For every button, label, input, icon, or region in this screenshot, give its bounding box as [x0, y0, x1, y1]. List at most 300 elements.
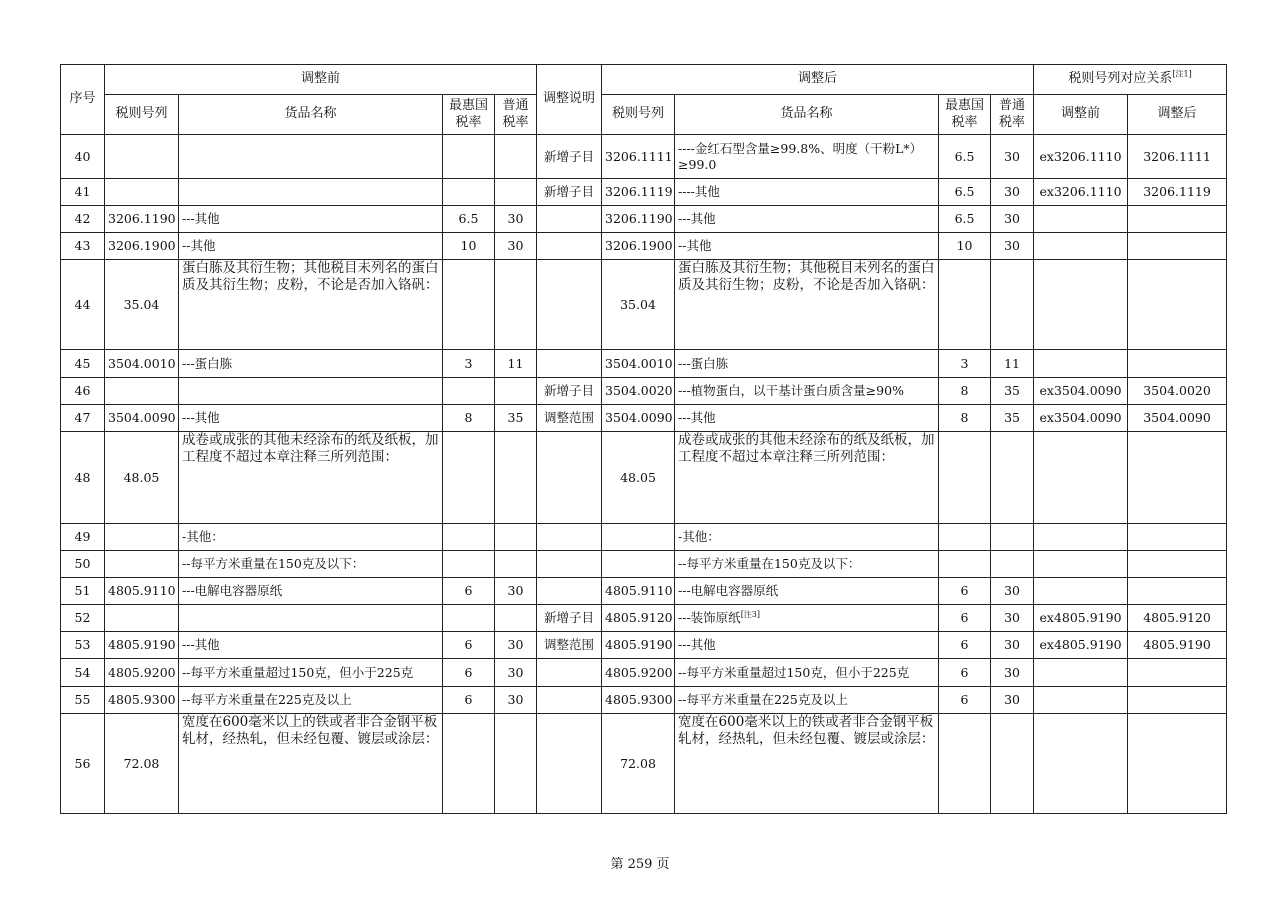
after-code-cell — [602, 233, 675, 260]
after-code-cell-text: 3504.0090 — [605, 410, 673, 426]
before-name-cell — [179, 233, 443, 260]
map-after-cell-text: 3206.1119 — [1143, 184, 1211, 200]
after-general-cell — [991, 632, 1034, 659]
after-code-cell-text: 4805.9190 — [605, 637, 673, 653]
after-code-cell-text: 4805.9300 — [605, 692, 673, 708]
before-name-cell-text: ---其他 — [182, 410, 220, 426]
map-before-cell-text: ex4805.9190 — [1039, 610, 1122, 626]
after-mfn-cell — [939, 405, 991, 432]
after-general-cell-text: 30 — [1004, 692, 1020, 708]
before-name-cell — [179, 405, 443, 432]
seq-cell-text: 40 — [74, 148, 91, 164]
before-mfn-cell — [443, 551, 495, 578]
before-mfn-cell — [443, 260, 495, 350]
header-seq: 序号 — [61, 65, 105, 135]
table-header — [61, 65, 1227, 135]
after-name-cell-text: 蛋白胨及其衍生物；其他税目未列名的蛋白质及其衍生物；皮粉，不论是否加入铬矾： — [678, 260, 935, 293]
header-after-general: 普通税率 — [991, 95, 1034, 135]
after-name-cell — [675, 405, 939, 432]
after-code-cell-text: 3206.1119 — [605, 184, 673, 200]
before-mfn-cell — [443, 659, 495, 687]
after-name-cell-text: ---植物蛋白，以干基计蛋白质含量≥90% — [678, 383, 904, 399]
map-after-cell-text: 3206.1111 — [1143, 148, 1211, 164]
before-name-cell-text: --每平方米重量在225克及以上 — [182, 692, 352, 708]
after-general-cell — [991, 578, 1034, 605]
after-name-cell-text: ---其他 — [678, 637, 716, 653]
before-code-cell — [105, 659, 179, 687]
explain-cell-text: 调整范围 — [544, 637, 595, 653]
map-after-cell — [1128, 378, 1227, 405]
after-code-cell — [602, 632, 675, 659]
explain-cell — [537, 432, 602, 524]
after-mfn-cell — [939, 432, 991, 524]
after-mfn-cell — [939, 135, 991, 179]
before-general-cell-text: 30 — [507, 238, 524, 254]
after-general-cell-text: 30 — [1004, 238, 1020, 254]
seq-cell-text: 41 — [74, 184, 91, 200]
before-code-cell — [105, 605, 179, 632]
after-name-cell — [675, 714, 939, 814]
before-code-cell — [105, 350, 179, 378]
after-mfn-cell-text: 8 — [960, 383, 969, 399]
header-after-goods: 货品名称 — [675, 95, 939, 135]
before-general-cell — [495, 578, 537, 605]
explain-cell — [537, 632, 602, 659]
after-general-cell-text: 35 — [1004, 383, 1020, 399]
after-general-cell-text: 30 — [1004, 184, 1020, 200]
header-map-before: 调整前 — [1034, 95, 1128, 135]
explain-cell — [537, 206, 602, 233]
seq-cell — [61, 135, 105, 179]
after-general-cell-text: 11 — [1004, 355, 1020, 371]
after-code-cell-text: 4805.9200 — [605, 664, 673, 680]
seq-cell-text: 46 — [74, 383, 91, 399]
before-name-cell-text: 蛋白胨及其衍生物；其他税目未列名的蛋白质及其衍生物；皮粉，不论是否加入铬矾： — [182, 260, 439, 293]
before-name-cell-text: 宽度在600毫米以上的铁或者非合金钢平板轧材，经热轧，但未经包覆、镀层或涂层： — [182, 714, 439, 747]
before-general-cell-text: 30 — [507, 583, 524, 599]
after-general-cell — [991, 605, 1034, 632]
after-name-cell — [675, 659, 939, 687]
before-mfn-cell — [443, 432, 495, 524]
after-code-cell — [602, 714, 675, 814]
table-row — [61, 378, 1227, 405]
header-after-group: 调整后 — [602, 65, 1034, 95]
before-code-cell-text: 35.04 — [123, 296, 160, 312]
before-general-cell-text: 30 — [507, 211, 524, 227]
map-after-cell — [1128, 405, 1227, 432]
before-name-cell — [179, 432, 443, 524]
after-code-cell-text: 72.08 — [620, 755, 656, 771]
seq-cell — [61, 378, 105, 405]
before-name-cell-text: ---电解电容器原纸 — [182, 583, 283, 599]
map-after-cell-text: 3504.0090 — [1143, 410, 1211, 426]
before-name-cell-text: --每平方米重量在150克及以下： — [182, 556, 365, 572]
after-name-cell — [675, 350, 939, 378]
after-mfn-cell — [939, 260, 991, 350]
explain-cell — [537, 659, 602, 687]
after-general-cell-text: 30 — [1004, 664, 1020, 680]
after-name-cell — [675, 260, 939, 350]
before-general-cell-text: 30 — [507, 692, 524, 708]
map-after-cell — [1128, 659, 1227, 687]
before-general-cell — [495, 260, 537, 350]
after-code-cell — [602, 260, 675, 350]
map-after-cell-text: 3504.0020 — [1143, 383, 1211, 399]
explain-cell — [537, 179, 602, 206]
after-general-cell — [991, 233, 1034, 260]
before-name-cell-text: --每平方米重量超过150克，但小于225克 — [182, 664, 414, 680]
map-before-cell — [1034, 378, 1128, 405]
seq-cell-text: 49 — [74, 529, 91, 545]
after-code-cell — [602, 687, 675, 714]
before-mfn-cell — [443, 605, 495, 632]
map-before-cell — [1034, 551, 1128, 578]
before-code-cell — [105, 405, 179, 432]
after-code-cell — [602, 578, 675, 605]
after-general-cell-text: 30 — [1004, 583, 1020, 599]
after-mfn-cell — [939, 551, 991, 578]
seq-cell — [61, 432, 105, 524]
after-code-cell — [602, 206, 675, 233]
before-name-cell — [179, 378, 443, 405]
before-name-cell — [179, 524, 443, 551]
explain-cell — [537, 135, 602, 179]
map-after-cell — [1128, 260, 1227, 350]
map-after-cell — [1128, 179, 1227, 206]
before-general-cell-text: 30 — [507, 637, 524, 653]
after-general-cell-text: 30 — [1004, 211, 1020, 227]
after-mfn-cell — [939, 714, 991, 814]
before-name-cell — [179, 206, 443, 233]
before-code-cell-text: 4805.9200 — [108, 664, 176, 680]
after-name-cell-text: ---电解电容器原纸 — [678, 583, 779, 599]
seq-cell — [61, 233, 105, 260]
seq-cell — [61, 260, 105, 350]
before-code-cell — [105, 432, 179, 524]
before-code-cell — [105, 551, 179, 578]
after-mfn-cell — [939, 179, 991, 206]
after-code-cell-text: 35.04 — [620, 296, 656, 312]
after-mfn-cell-text: 3 — [960, 355, 969, 371]
map-before-cell — [1034, 260, 1128, 350]
before-mfn-cell — [443, 378, 495, 405]
after-mfn-cell — [939, 605, 991, 632]
before-general-cell — [495, 405, 537, 432]
header-explain: 调整说明 — [537, 65, 602, 135]
after-general-cell — [991, 551, 1034, 578]
after-name-cell — [675, 233, 939, 260]
before-general-cell — [495, 432, 537, 524]
header-after-code: 税则号列 — [602, 95, 675, 135]
explain-cell — [537, 714, 602, 814]
table-row — [61, 179, 1227, 206]
after-mfn-cell-text: 6.5 — [954, 184, 975, 200]
before-mfn-cell — [443, 405, 495, 432]
after-name-cell — [675, 206, 939, 233]
after-mfn-cell-text: 6.5 — [954, 148, 975, 164]
seq-cell — [61, 687, 105, 714]
explain-cell-text: 调整范围 — [544, 410, 595, 426]
after-general-cell — [991, 206, 1034, 233]
after-name-cell — [675, 632, 939, 659]
before-code-cell-text: 48.05 — [123, 469, 160, 485]
before-name-cell — [179, 687, 443, 714]
map-after-cell — [1128, 432, 1227, 524]
before-general-cell — [495, 179, 537, 206]
header-before-mfn: 最惠国税率 — [443, 95, 495, 135]
table-row — [61, 605, 1227, 632]
after-code-cell-text: 3504.0020 — [605, 383, 673, 399]
footnote-ref: [注3] — [740, 610, 761, 620]
before-name-cell-text: 成卷或成张的其他未经涂布的纸及纸板，加工程度不超过本章注释三所列范围： — [182, 432, 439, 465]
after-name-cell-text: 成卷或成张的其他未经涂布的纸及纸板，加工程度不超过本章注释三所列范围： — [678, 432, 935, 465]
map-after-cell — [1128, 135, 1227, 179]
after-name-cell — [675, 378, 939, 405]
explain-cell — [537, 260, 602, 350]
after-mfn-cell — [939, 378, 991, 405]
before-code-cell — [105, 260, 179, 350]
before-mfn-cell — [443, 687, 495, 714]
after-name-cell — [675, 605, 939, 632]
header-before-group: 调整前 — [105, 65, 537, 95]
map-after-cell — [1128, 206, 1227, 233]
seq-cell-text: 47 — [74, 410, 91, 426]
map-before-cell-text: ex3206.1110 — [1039, 148, 1122, 164]
before-code-cell — [105, 135, 179, 179]
after-name-cell — [675, 135, 939, 179]
after-mfn-cell-text: 6 — [960, 692, 969, 708]
explain-cell-text: 新增子目 — [544, 383, 595, 399]
tariff-adjustment-table — [60, 64, 1227, 814]
seq-cell-text: 53 — [74, 637, 91, 653]
before-general-cell — [495, 714, 537, 814]
before-name-cell-text: ---其他 — [182, 637, 220, 653]
before-code-cell-text: 72.08 — [123, 755, 160, 771]
before-code-cell-text: 4805.9300 — [108, 692, 176, 708]
after-name-cell — [675, 524, 939, 551]
seq-cell-text: 44 — [74, 296, 91, 312]
after-code-cell-text: 3504.0010 — [605, 355, 673, 371]
seq-cell — [61, 350, 105, 378]
explain-cell — [537, 578, 602, 605]
before-code-cell — [105, 206, 179, 233]
before-general-cell — [495, 350, 537, 378]
explain-cell-text: 新增子目 — [544, 148, 595, 164]
map-before-cell — [1034, 524, 1128, 551]
before-code-cell — [105, 578, 179, 605]
before-mfn-cell-text: 6 — [464, 692, 473, 708]
explain-cell — [537, 378, 602, 405]
explain-cell — [537, 233, 602, 260]
before-general-cell — [495, 135, 537, 179]
after-mfn-cell — [939, 524, 991, 551]
before-code-cell — [105, 524, 179, 551]
after-code-cell-text: 3206.1190 — [605, 211, 673, 227]
table-row — [61, 405, 1227, 432]
after-code-cell — [602, 524, 675, 551]
after-name-cell — [675, 551, 939, 578]
table-row — [61, 687, 1227, 714]
map-before-cell — [1034, 135, 1128, 179]
after-general-cell — [991, 135, 1034, 179]
after-mfn-cell-text: 6 — [960, 637, 969, 653]
before-general-cell — [495, 233, 537, 260]
after-general-cell-text: 30 — [1004, 637, 1020, 653]
before-code-cell-text: 4805.9190 — [108, 637, 176, 653]
before-mfn-cell — [443, 578, 495, 605]
before-name-cell — [179, 135, 443, 179]
header-after-mfn: 最惠国税率 — [939, 95, 991, 135]
table-row — [61, 432, 1227, 524]
after-name-cell-text: ---装饰原纸 — [678, 610, 741, 626]
map-after-cell — [1128, 687, 1227, 714]
after-code-cell — [602, 350, 675, 378]
before-general-cell-text: 35 — [507, 410, 524, 426]
after-general-cell-text: 35 — [1004, 410, 1020, 426]
seq-cell — [61, 714, 105, 814]
explain-cell — [537, 524, 602, 551]
map-after-cell-text: 4805.9120 — [1143, 610, 1211, 626]
before-name-cell — [179, 179, 443, 206]
seq-cell — [61, 578, 105, 605]
before-code-cell — [105, 233, 179, 260]
after-general-cell — [991, 350, 1034, 378]
explain-cell — [537, 551, 602, 578]
explain-cell — [537, 350, 602, 378]
before-code-cell — [105, 378, 179, 405]
after-name-cell-text: ----金红石型含量≥99.8%、明度（干粉L*）≥99.0 — [678, 140, 923, 172]
before-mfn-cell — [443, 135, 495, 179]
map-after-cell — [1128, 632, 1227, 659]
before-mfn-cell — [443, 233, 495, 260]
map-before-cell — [1034, 605, 1128, 632]
after-mfn-cell-text: 8 — [960, 410, 969, 426]
after-name-cell-text: --每平方米重量超过150克，但小于225克 — [678, 664, 910, 680]
before-general-cell-text: 30 — [507, 664, 524, 680]
table-row — [61, 659, 1227, 687]
after-name-cell-text: ---其他 — [678, 410, 716, 426]
seq-cell-text: 48 — [74, 469, 91, 485]
after-code-cell — [602, 135, 675, 179]
after-general-cell — [991, 714, 1034, 814]
seq-cell-text: 56 — [74, 755, 91, 771]
before-code-cell — [105, 179, 179, 206]
after-mfn-cell — [939, 233, 991, 260]
before-mfn-cell — [443, 714, 495, 814]
table-row — [61, 350, 1227, 378]
seq-cell-text: 52 — [74, 610, 91, 626]
map-after-cell-text: 4805.9190 — [1143, 637, 1211, 653]
after-general-cell-text: 30 — [1004, 610, 1020, 626]
after-general-cell — [991, 659, 1034, 687]
after-mfn-cell-text: 6 — [960, 664, 969, 680]
before-mfn-cell-text: 10 — [460, 238, 477, 254]
before-mfn-cell — [443, 524, 495, 551]
table-row — [61, 206, 1227, 233]
after-general-cell — [991, 687, 1034, 714]
header-before-goods: 货品名称 — [179, 95, 443, 135]
map-before-cell-text: ex4805.9190 — [1039, 637, 1122, 653]
map-before-cell — [1034, 714, 1128, 814]
explain-cell — [537, 405, 602, 432]
map-before-cell — [1034, 405, 1128, 432]
after-name-cell-text: -其他： — [678, 529, 720, 545]
after-mfn-cell-text: 6 — [960, 583, 969, 599]
after-general-cell — [991, 524, 1034, 551]
after-name-cell-text: ----其他 — [678, 184, 720, 200]
before-code-cell-text: 3504.0090 — [108, 410, 176, 426]
before-name-cell-text: --其他 — [182, 238, 216, 254]
before-code-cell — [105, 632, 179, 659]
after-general-cell — [991, 432, 1034, 524]
before-code-cell-text: 3206.1900 — [108, 238, 176, 254]
before-name-cell — [179, 714, 443, 814]
after-code-cell — [602, 605, 675, 632]
before-code-cell — [105, 714, 179, 814]
before-general-cell — [495, 378, 537, 405]
map-before-cell — [1034, 687, 1128, 714]
map-after-cell — [1128, 714, 1227, 814]
explain-cell — [537, 687, 602, 714]
table-row — [61, 233, 1227, 260]
before-general-cell — [495, 206, 537, 233]
before-mfn-cell-text: 3 — [464, 355, 473, 371]
after-mfn-cell — [939, 659, 991, 687]
before-general-cell — [495, 687, 537, 714]
map-after-cell — [1128, 605, 1227, 632]
after-name-cell-text: --其他 — [678, 238, 712, 254]
before-general-cell — [495, 605, 537, 632]
seq-cell — [61, 405, 105, 432]
after-name-cell — [675, 687, 939, 714]
header-mapping-group — [1034, 65, 1227, 95]
before-name-cell — [179, 578, 443, 605]
seq-cell-text: 54 — [74, 664, 91, 680]
map-before-cell-text: ex3504.0090 — [1039, 383, 1122, 399]
map-after-cell — [1128, 233, 1227, 260]
before-name-cell-text: -其他： — [182, 529, 224, 545]
before-code-cell-text: 4805.9110 — [108, 583, 176, 599]
seq-cell — [61, 605, 105, 632]
after-code-cell — [602, 659, 675, 687]
after-general-cell — [991, 179, 1034, 206]
after-mfn-cell — [939, 350, 991, 378]
map-before-cell-text: ex3206.1110 — [1039, 184, 1122, 200]
explain-cell — [537, 605, 602, 632]
after-mfn-cell-text: 10 — [956, 238, 973, 254]
seq-cell-text: 45 — [74, 355, 91, 371]
explain-cell-text: 新增子目 — [544, 610, 595, 626]
after-code-cell — [602, 432, 675, 524]
map-after-cell — [1128, 551, 1227, 578]
map-before-cell — [1034, 432, 1128, 524]
after-mfn-cell-text: 6 — [960, 610, 969, 626]
before-mfn-cell — [443, 179, 495, 206]
before-name-cell — [179, 551, 443, 578]
before-code-cell-text: 3504.0010 — [108, 355, 176, 371]
before-general-cell — [495, 659, 537, 687]
map-before-cell — [1034, 206, 1128, 233]
after-code-cell-text: 3206.1111 — [605, 148, 673, 164]
explain-cell-text: 新增子目 — [544, 184, 595, 200]
table-row — [61, 551, 1227, 578]
before-name-cell — [179, 605, 443, 632]
before-general-cell-text: 11 — [507, 355, 524, 371]
after-mfn-cell — [939, 687, 991, 714]
before-name-cell — [179, 350, 443, 378]
before-name-cell — [179, 260, 443, 350]
before-mfn-cell-text: 6.5 — [458, 211, 479, 227]
